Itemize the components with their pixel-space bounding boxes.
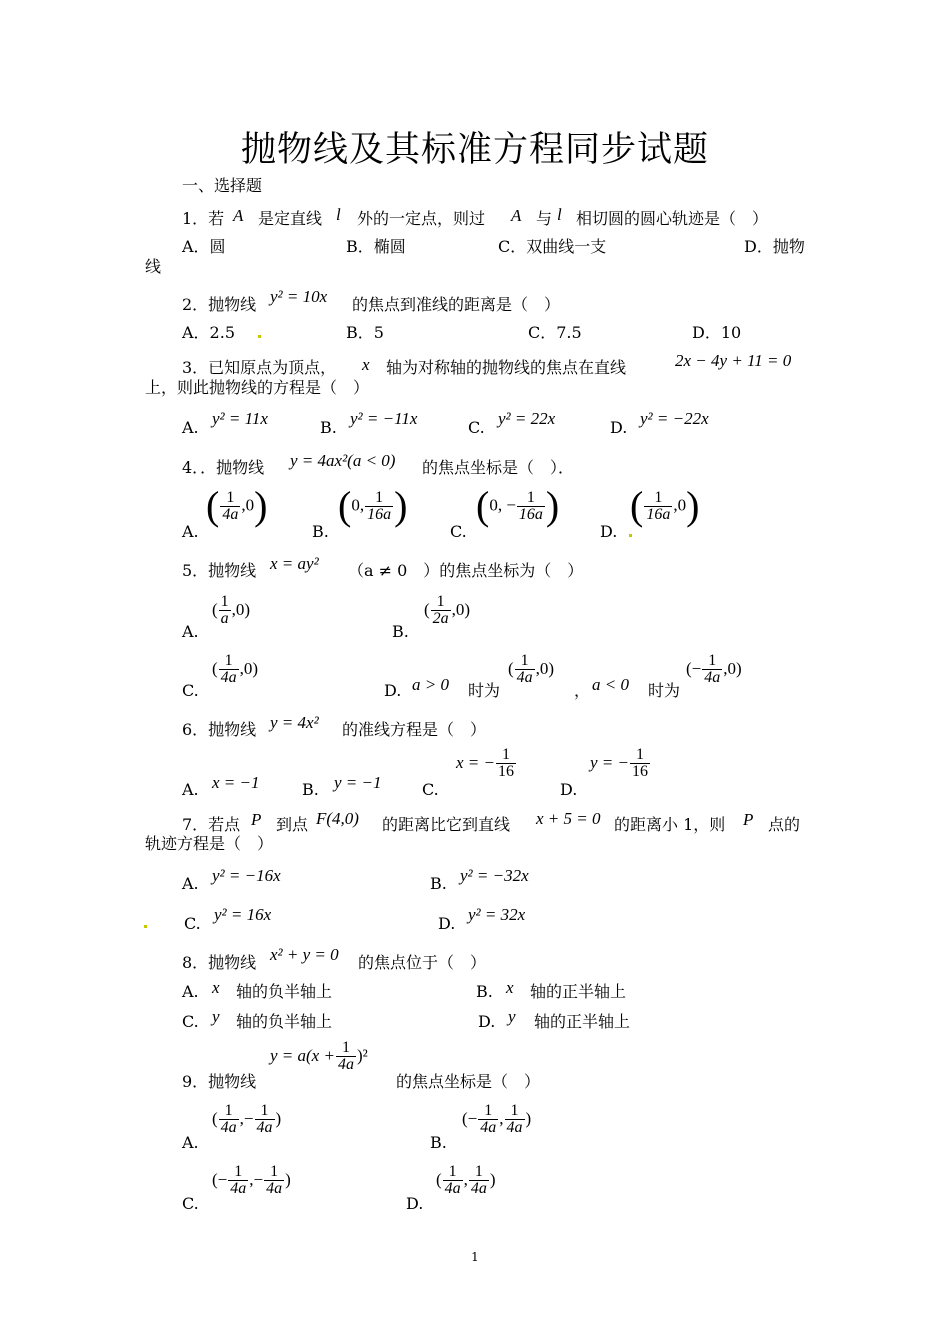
q1-option-a: A．圆 — [182, 237, 226, 256]
q4-option-c: (0, − $\frac{1}{16a}$ ) — [476, 483, 560, 528]
q7-option-c: y² = 16x — [214, 905, 272, 924]
q8-text: 的焦点位于（ ） — [358, 953, 487, 972]
q8-option-d-label: D. — [478, 1012, 496, 1031]
q6-option-d: y = − $\frac{1}{16}$ — [590, 746, 648, 780]
q4-option-c-label: C. — [450, 522, 467, 541]
q2-option-b: B．5 — [346, 323, 384, 342]
q3-option-c-label: C. — [468, 418, 485, 437]
q6-equation: y = 4x² — [270, 713, 319, 732]
q8-prefix: 8．抛物线 — [182, 953, 257, 972]
q7-prefix: 7．若点 — [182, 815, 241, 834]
q7-text-4: 点的 — [768, 815, 801, 834]
q7-option-d: y² = 32x — [468, 905, 526, 924]
q1-option-d: D．抛物 — [744, 237, 805, 256]
q6-option-b: y = −1 — [334, 773, 382, 792]
q1-text-2: 外的一定点，则过 — [357, 209, 486, 228]
q4-text: 的焦点坐标是（ ）． — [422, 458, 575, 477]
q1-option-b: B．椭圆 — [346, 237, 406, 256]
q7-line-equation: x + 5 = 0 — [536, 809, 601, 828]
page-number: 1 — [471, 1250, 479, 1264]
q8-option-a-label: A. — [182, 982, 199, 1001]
q3-line-equation: 2x − 4y + 11 = 0 — [675, 351, 792, 370]
q7-point-p-2: P — [743, 810, 754, 829]
q7-option-b-label: B. — [430, 874, 447, 893]
q5-option-d-text-2: 时为 — [648, 681, 681, 700]
q6-option-a-label: A. — [182, 780, 199, 799]
q6-option-a: x = −1 — [212, 773, 260, 792]
q5-option-a: ( $\frac{1}{a}$ ,0) — [212, 593, 251, 627]
q2-option-c: C．7.5 — [528, 323, 582, 342]
q8-option-b-var: x — [506, 978, 514, 997]
q8-option-c: 轴的负半轴上 — [236, 1012, 333, 1031]
stray-mark — [144, 925, 147, 928]
q4-equation: y = 4ax²(a < 0) — [290, 451, 396, 470]
q1-line-l-2: l — [557, 205, 562, 224]
q4-option-b-label: B. — [312, 522, 329, 541]
q5-option-d-cond-2: a < 0 — [592, 675, 629, 694]
q5-option-d-value-2: (− $\frac{1}{4a}$ ,0) — [686, 652, 742, 686]
q8-option-c-label: C. — [182, 1012, 199, 1031]
q4-option-b: (0, $\frac{1}{16a}$ ) — [338, 483, 408, 528]
q6-option-d-label: D. — [560, 780, 578, 799]
q8-option-b: 轴的正半轴上 — [530, 982, 627, 1001]
q9-option-b-label: B. — [430, 1133, 447, 1152]
q4-option-a: ( $\frac{1}{4a}$ ,0) — [206, 483, 268, 528]
q5-option-d-label: D. — [384, 681, 402, 700]
q5-text: （a ≠ 0 ）的焦点坐标为（ ） — [348, 561, 584, 580]
q7-text-3: 的距离小 1，则 — [614, 815, 726, 834]
q1-point-a-2: A — [511, 206, 522, 225]
q2-option-d: D．10 — [692, 323, 742, 342]
q4-option-d: ( $\frac{1}{16a}$ ,0) — [630, 483, 700, 528]
q1-prefix: 1．若 — [182, 209, 225, 228]
q7-point-p: P — [251, 810, 262, 829]
q9-option-b: (− $\frac{1}{4a}$ , $\frac{1}{4a}$ ) — [462, 1102, 532, 1136]
q8-option-d-var: y — [508, 1007, 516, 1026]
q5-option-b: ( $\frac{1}{2a}$ ,0) — [424, 593, 471, 627]
q1-text-3: 与 — [536, 209, 553, 228]
q2-equation: y² = 10x — [270, 287, 328, 306]
q3-prefix: 3．已知原点为顶点， — [182, 358, 337, 377]
q4-prefix: 4．．抛物线 — [182, 458, 265, 477]
q3-option-c: y² = 22x — [498, 409, 556, 428]
q5-option-d-sep: ， — [574, 681, 591, 700]
q7-option-a: y² = −16x — [212, 866, 281, 885]
q8-option-a-var: x — [212, 978, 220, 997]
q9-option-d: ( $\frac{1}{4a}$ , $\frac{1}{4a}$ ) — [436, 1163, 496, 1197]
q7-point-f: F(4,0) — [316, 809, 359, 828]
q9-option-a-label: A. — [182, 1133, 199, 1152]
q4-option-a-label: A. — [182, 522, 199, 541]
q5-option-c: ( $\frac{1}{4a}$ ,0) — [212, 652, 259, 686]
q5-equation: x = ay² — [270, 554, 319, 573]
q9-option-c-label: C. — [182, 1194, 199, 1213]
q9-option-a: ( $\frac{1}{4a}$ ,− $\frac{1}{4a}$ ) — [212, 1102, 282, 1136]
q8-option-b-label: B. — [476, 982, 493, 1001]
q7-option-d-label: D. — [438, 914, 456, 933]
q3-option-a: y² = 11x — [212, 409, 268, 428]
q3-option-b-label: B. — [320, 418, 337, 437]
q6-text: 的准线方程是（ ） — [342, 720, 487, 739]
q7-option-a-label: A. — [182, 874, 199, 893]
q3-text: 轴为对称轴的抛物线的焦点在直线 — [386, 358, 627, 377]
q5-prefix: 5．抛物线 — [182, 561, 257, 580]
q7-text-wrap: 轨迹方程是（ ） — [145, 834, 274, 853]
q5-option-b-label: B. — [392, 622, 409, 641]
q1-text-4: 相切圆的圆心轨迹是（ ） — [576, 209, 769, 228]
q9-equation: y = a(x + $\frac{1}{4a}$ )² — [270, 1039, 368, 1073]
q5-option-d-text-1: 时为 — [468, 681, 501, 700]
q8-option-d: 轴的正半轴上 — [534, 1012, 631, 1031]
q4-option-d-label: D. — [600, 522, 618, 541]
section-heading: 一、选择题 — [182, 176, 263, 195]
q6-option-c-label: C. — [422, 780, 439, 799]
q7-text-2: 的距离比它到直线 — [382, 815, 511, 834]
q8-equation: x² + y = 0 — [270, 945, 339, 964]
q2-text: 的焦点到准线的距离是（ ） — [352, 295, 561, 314]
q1-line-l: l — [336, 205, 341, 224]
q3-x: x — [362, 355, 370, 374]
q6-option-b-label: B. — [302, 780, 319, 799]
q7-option-b: y² = −32x — [460, 866, 529, 885]
q9-option-c: (− $\frac{1}{4a}$ ,− $\frac{1}{4a}$ ) — [212, 1163, 291, 1197]
q3-text-wrap: 上，则此抛物线的方程是（ ） — [145, 378, 370, 397]
stray-mark — [258, 335, 261, 338]
stray-mark — [629, 534, 632, 537]
q6-option-c: x = − $\frac{1}{16}$ — [456, 746, 514, 780]
q1-point-a: A — [233, 206, 244, 225]
q2-option-a: A．2.5 — [182, 323, 236, 342]
q6-prefix: 6．抛物线 — [182, 720, 257, 739]
q8-option-c-var: y — [212, 1007, 220, 1026]
q5-option-a-label: A. — [182, 622, 199, 641]
q1-option-d-wrap: 线 — [145, 257, 162, 276]
q2-prefix: 2．抛物线 — [182, 295, 257, 314]
q7-option-c-label: C. — [184, 914, 201, 933]
q3-option-a-label: A. — [182, 418, 199, 437]
q9-text: 的焦点坐标是（ ） — [396, 1072, 541, 1091]
q5-option-d-value-1: ( $\frac{1}{4a}$ ,0) — [508, 652, 555, 686]
q8-option-a: 轴的负半轴上 — [236, 982, 333, 1001]
q5-option-c-label: C. — [182, 681, 199, 700]
q1-text-1: 是定直线 — [258, 209, 323, 228]
q1-option-c: C．双曲线一支 — [498, 237, 607, 256]
q9-option-d-label: D. — [406, 1194, 424, 1213]
q5-option-d-cond-1: a > 0 — [412, 675, 449, 694]
page-title: 抛物线及其标准方程同步试题 — [240, 130, 709, 170]
q3-option-d-label: D. — [610, 418, 628, 437]
q3-option-d: y² = −22x — [640, 409, 709, 428]
q9-prefix: 9．抛物线 — [182, 1072, 257, 1091]
q7-text-1: 到点 — [276, 815, 309, 834]
q3-option-b: y² = −11x — [350, 409, 418, 428]
